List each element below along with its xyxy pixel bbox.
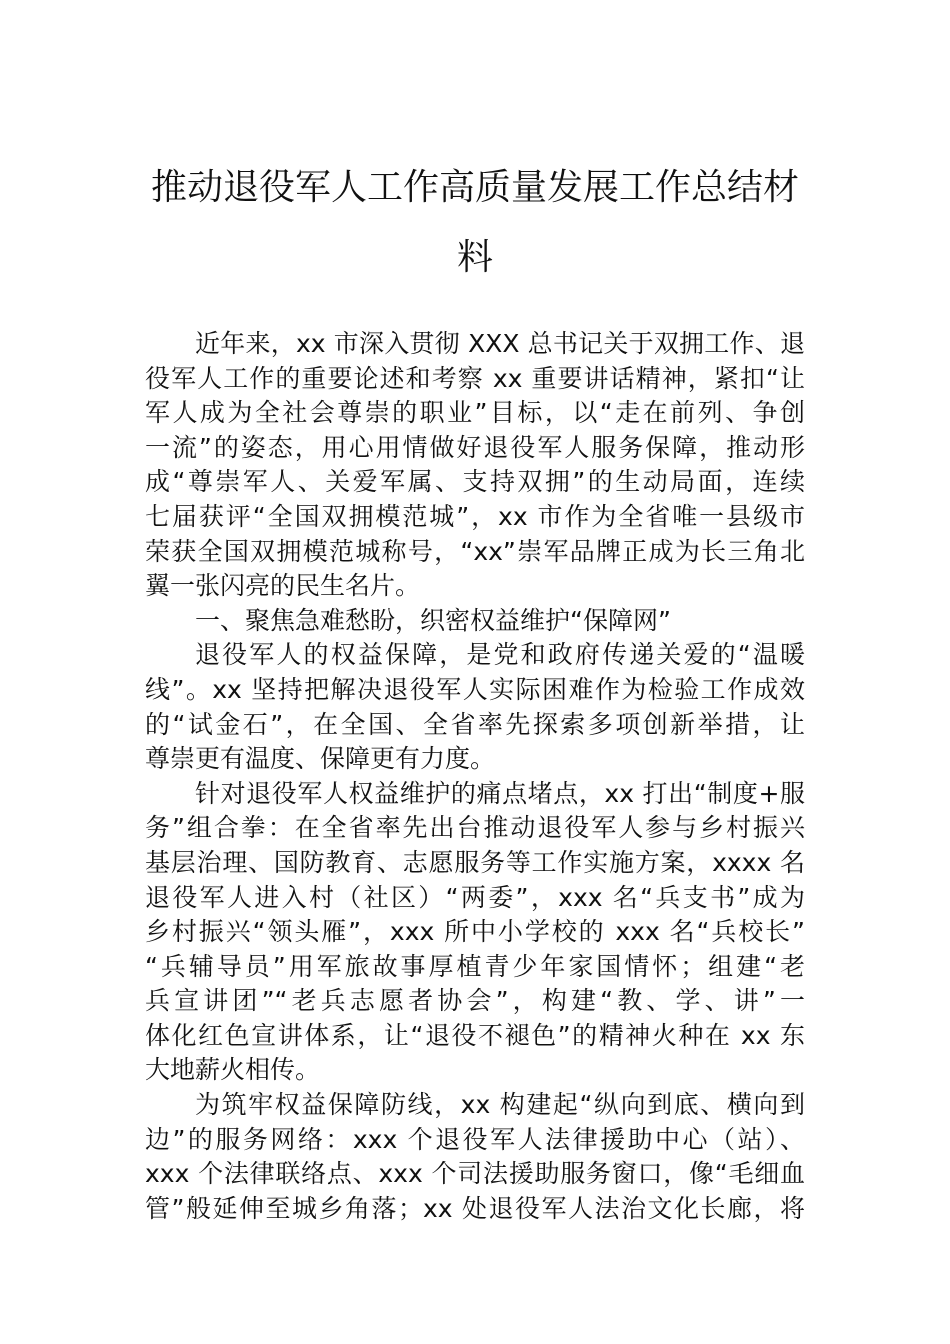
- title-line: 料: [456, 237, 493, 278]
- paragraph: [145, 638, 805, 776]
- title-line: 推动退役军人工作高质量发展工作总结材: [150, 167, 799, 208]
- text-line: 退役军人进入村（社区）“两委”，xxx 名“兵支书”成为: [145, 882, 805, 912]
- paragraph: [145, 1088, 805, 1226]
- text-line: 荣获全国双拥模范城称号，“xx”崇军品牌正成为长三角北: [145, 536, 805, 566]
- text-line: “兵辅导员”用军旅故事厚植青少年家国情怀；组建“老: [145, 951, 805, 981]
- text-line: 翼一张闪亮的民生名片。: [145, 571, 421, 601]
- text-line: xxx 个法律联络点、xxx 个司法援助服务窗口，像“毛细血: [145, 1159, 805, 1189]
- text-line: 兵宣讲团”“老兵志愿者协会”，构建“教、学、讲”一: [145, 986, 805, 1016]
- text-line: 大地薪火相传。: [145, 1055, 321, 1085]
- text-line: 线”。xx 坚持把解决退役军人实际困难作为检验工作成效: [145, 674, 805, 704]
- text-line: 一流”的姿态，用心用情做好退役军人服务保障，推动形: [145, 432, 805, 462]
- text-line: 一、聚焦急难愁盼，织密权益维护“保障网”: [195, 605, 671, 635]
- document-body: [145, 327, 805, 1226]
- paragraph: [145, 777, 805, 1088]
- text-line: 为筑牢权益保障防线，xx 构建起“纵向到底、横向到: [195, 1090, 805, 1120]
- text-line: 务”组合拳：在全省率先出台推动退役军人参与乡村振兴: [145, 813, 805, 843]
- text-line: 军人成为全社会尊崇的职业”目标，以“走在前列、争创: [145, 398, 805, 428]
- text-line: 退役军人的权益保障，是党和政府传递关爱的“温暖: [195, 640, 805, 670]
- text-line: 乡村振兴“领头雁”，xxx 所中小学校的 xxx 名“兵校长”: [145, 917, 805, 947]
- text-line: 七届获评“全国双拥模范城”，xx 市作为全省唯一县级市: [145, 501, 805, 531]
- text-line: 管”般延伸至城乡角落；xx 处退役军人法治文化长廊，将: [145, 1193, 805, 1223]
- text-line: 针对退役军人权益维护的痛点堵点，xx 打出“制度+服: [195, 778, 805, 808]
- section-heading: [145, 604, 805, 639]
- paragraph: [145, 327, 805, 604]
- text-line: 的“试金石”，在全国、全省率先探索多项创新举措，让: [145, 709, 805, 739]
- document-title: [0, 153, 950, 293]
- text-line: 体化红色宣讲体系，让“退役不褪色”的精神火种在 xx 东: [145, 1020, 805, 1050]
- text-line: 尊崇更有温度、保障更有力度。: [145, 744, 496, 774]
- text-line: 基层治理、国防教育、志愿服务等工作实施方案，xxxx 名: [145, 847, 805, 877]
- text-line: 边”的服务网络：xxx 个退役军人法律援助中心（站）、: [145, 1124, 805, 1154]
- text-line: 近年来，xx 市深入贯彻 XXX 总书记关于双拥工作、退: [195, 329, 805, 358]
- text-line: 役军人工作的重要论述和考察 xx 重要讲话精神，紧扣“让: [145, 363, 805, 393]
- text-line: 成“尊崇军人、关爱军属、支持双拥”的生动局面，连续: [145, 467, 805, 497]
